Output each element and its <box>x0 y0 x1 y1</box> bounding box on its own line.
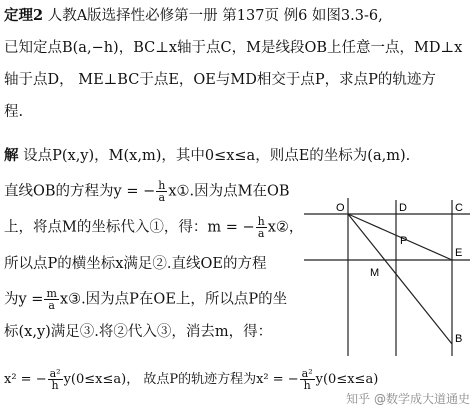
theorem-label: 定理2 <box>4 7 44 24</box>
para1-line1 <box>4 6 383 26</box>
frac-den: h <box>303 379 311 392</box>
ob-line <box>348 214 452 344</box>
solution-line7-b: y(0≤x≤a)， 故点P的轨迹方程为x² = − <box>63 372 299 387</box>
solution-line3 <box>4 216 303 239</box>
solution-line1-text: 设点P(x,y)，M(x,m)，其中0≤x≤a，则点E的坐标为(a,m). <box>18 148 411 164</box>
solution-line7 <box>4 368 378 391</box>
frac-den: a <box>48 299 55 312</box>
frac-den: h <box>51 379 59 392</box>
solution-label: 解 <box>4 147 19 164</box>
theorem-reference: 人教A版选择性必修第一册 第137页 例6 如图3.3-6, <box>43 8 383 24</box>
para1-line4: 程. <box>4 104 24 120</box>
solution-line7-c: y(0≤x≤a) <box>315 372 379 387</box>
geometry-figure <box>300 196 472 356</box>
frac-den: a <box>257 227 265 240</box>
frac-num: m <box>46 287 57 300</box>
fraction-h-over-a <box>156 180 167 203</box>
frac-num: a² <box>301 367 313 380</box>
watermark: 知乎 @数学成大道通史 <box>346 392 470 406</box>
solution-line1 <box>4 146 410 166</box>
solution-line2-a: 直线OB的方程为y = − <box>4 183 156 200</box>
fraction-a2-over-h-2 <box>300 368 315 391</box>
fraction-a2-over-h <box>48 368 63 391</box>
solution-line3-b: x②， <box>267 219 304 236</box>
label-E: E <box>455 247 463 259</box>
fraction-h-over-a-2 <box>256 216 267 239</box>
solution-line5-b: x③.因为点P在OE上，所以点P的坐 <box>59 291 288 308</box>
frac-num: h <box>257 215 265 228</box>
fraction-m-over-a <box>44 288 58 311</box>
solution-line5-a: 为y = <box>4 291 44 308</box>
frac-num: h <box>158 179 166 192</box>
solution-line3-a: 上，将点M的坐标代入①，得：m = − <box>4 219 255 236</box>
solution-line5 <box>4 288 287 311</box>
para1-line3: 轴于点D， ME⊥BC于点E，OE与MD相交于点P，求点P的轨迹方 <box>4 72 436 88</box>
label-C: C <box>455 202 463 214</box>
label-M: M <box>370 267 380 279</box>
para1-line2: 已知定点B(a,−h)，BC⊥x轴于点C，M是线段OB上任意一点，MD⊥x <box>4 40 463 56</box>
label-P: P <box>400 235 408 247</box>
label-D: D <box>399 202 407 214</box>
label-B: B <box>455 333 463 345</box>
solution-line7-a: x² = − <box>4 372 47 387</box>
solution-line4: 所以点P的横坐标x满足②.直线OE的方程 <box>4 256 267 272</box>
frac-den: a <box>158 191 166 204</box>
frac-num: a² <box>49 367 61 380</box>
solution-line6: 标(x,y)满足③.将②代入③，消去m，得： <box>4 324 273 340</box>
label-O: O <box>336 202 345 214</box>
solution-line2-b: x①.因为点M在OB <box>168 183 290 200</box>
solution-line2 <box>4 180 290 203</box>
